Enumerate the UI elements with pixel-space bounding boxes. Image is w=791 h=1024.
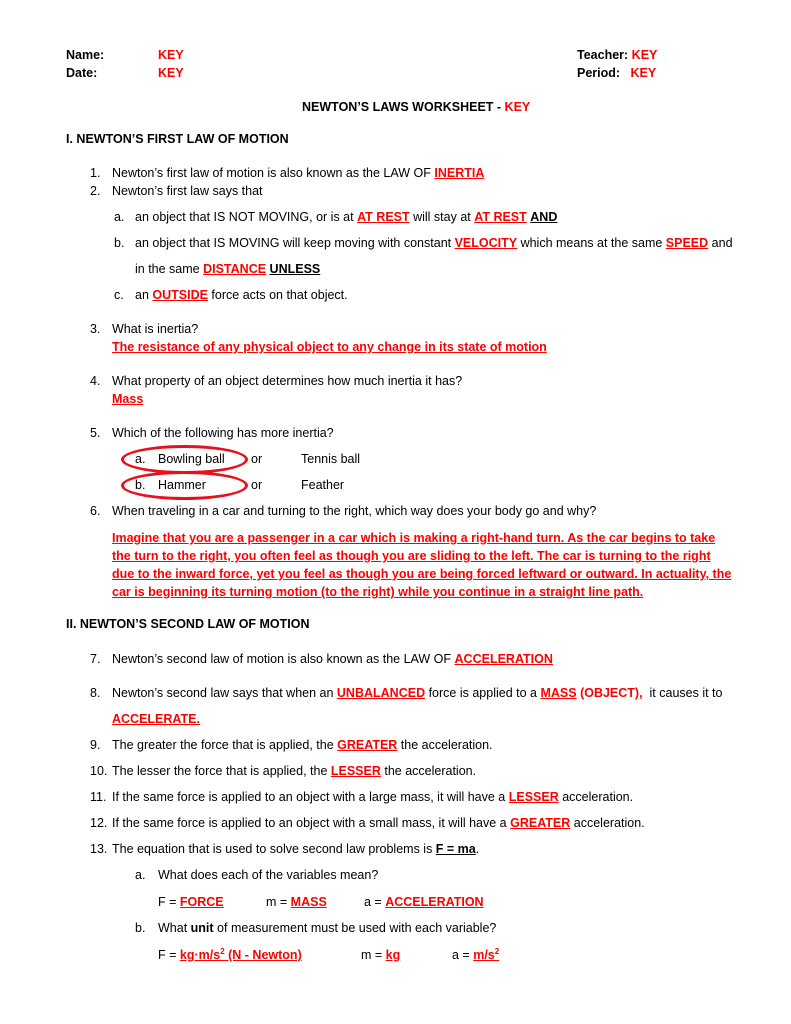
q3-text: What is inertia? — [112, 322, 199, 336]
q13b-accel — [452, 948, 499, 962]
q5b-alt: Feather — [301, 478, 345, 492]
q7-number: 7. — [90, 652, 101, 666]
q8-answer-3: ACCELERATE. — [112, 712, 200, 726]
q13b-text-2: of measurement must be used with each variable? — [213, 921, 497, 935]
q9-text-2: the acceleration. — [397, 738, 493, 752]
q10-text: The lesser the force that is applied, the — [112, 764, 331, 778]
q2c-text-2: force acts on that object. — [207, 288, 348, 302]
q2a-text: an object that IS NOT MOVING, or is at — [135, 210, 358, 224]
q7 — [112, 652, 553, 666]
q9-number: 9. — [90, 738, 101, 752]
q13a-force — [158, 895, 224, 909]
q6-text: When traveling in a car and turning to the right, which way does your body go and why? — [112, 504, 597, 518]
q8-text-2: force is applied to a — [425, 686, 541, 700]
q11-number: 11. — [90, 790, 107, 804]
teacher-field — [577, 48, 657, 62]
name-label: Name: — [66, 48, 105, 62]
q12-text-2: acceleration. — [570, 816, 645, 830]
q8-number: 8. — [90, 686, 101, 700]
q2b-line2 — [135, 262, 320, 276]
q6-number: 6. — [90, 504, 101, 518]
q3-number: 3. — [90, 322, 101, 336]
q2c-letter: c. — [114, 288, 124, 302]
q5a-alt: Tennis ball — [301, 452, 361, 466]
q13a-accel — [364, 895, 484, 909]
q2b-text-2: which means at the same — [517, 236, 666, 250]
q8-text: Newton’s second law says that when an — [112, 686, 337, 700]
q2b-text: an object that IS MOVING will keep moving with constant — [135, 236, 455, 250]
date-value: KEY — [158, 66, 184, 80]
q2b-answer-3: DISTANCE — [203, 262, 267, 276]
q8-answer-2b: (OBJECT), — [576, 686, 643, 700]
q8-answer-1: UNBALANCED — [336, 686, 426, 700]
teacher-value: KEY — [631, 48, 658, 62]
q13b-mass — [361, 948, 400, 962]
accel-unit-answer — [473, 948, 499, 962]
q2b-unless: UNLESS — [269, 262, 321, 276]
mass-unit-label: m = — [361, 948, 386, 962]
q9-answer: GREATER — [337, 738, 398, 752]
q2a-text-2: will stay at — [409, 210, 475, 224]
accel-answer: ACCELERATION — [385, 895, 484, 909]
section1-heading: I. NEWTON’S FIRST LAW OF MOTION — [66, 132, 289, 146]
period-label: Period: — [577, 66, 621, 80]
q2b-line1 — [135, 236, 733, 250]
date-label: Date: — [66, 66, 98, 80]
q4-answer: Mass — [112, 392, 144, 406]
q2b-letter: b. — [114, 236, 125, 250]
q13a-mass — [266, 895, 327, 909]
q12-text: If the same force is applied to an object with a small mass, it will have a — [112, 816, 511, 830]
q2b-text-4: in the same — [135, 262, 204, 276]
q13b-letter: b. — [135, 921, 146, 935]
q13b-text — [158, 921, 496, 935]
q10 — [112, 764, 476, 778]
section2-heading: II. NEWTON’S SECOND LAW OF MOTION — [66, 617, 310, 631]
q13-answer: F = ma — [435, 842, 476, 856]
q5b-letter: b. — [135, 478, 146, 492]
force-answer: FORCE — [179, 895, 224, 909]
name-value: KEY — [158, 48, 184, 62]
q12-number: 12. — [90, 816, 108, 830]
q2-number: 2. — [90, 184, 101, 198]
title-text: NEWTON’S LAWS WORKSHEET - — [302, 100, 505, 114]
q4-text: What property of an object determines how much inertia it has? — [112, 374, 463, 388]
force-unit-answer — [180, 948, 302, 962]
accel-unit-label: a = — [452, 948, 474, 962]
q8-line1 — [112, 686, 722, 700]
force-unit-exponent: 2 — [220, 947, 225, 956]
force-label: F = — [158, 895, 180, 909]
mass-label: m = — [266, 895, 291, 909]
mass-answer: MASS — [290, 895, 327, 909]
q2c — [135, 288, 348, 302]
q11-answer: LESSER — [508, 790, 559, 804]
q2-text: Newton’s first law says that — [112, 184, 263, 198]
q7-answer: ACCELERATION — [454, 652, 553, 666]
q11-text-2: acceleration. — [558, 790, 634, 804]
q2b-answer-2: SPEED — [665, 236, 709, 250]
page-title — [302, 100, 530, 114]
q13b-text-1: What — [158, 921, 191, 935]
q2a-answer-2: AT REST — [474, 210, 527, 224]
q2a-and: AND — [530, 210, 558, 224]
q9-text: The greater the force that is applied, the — [112, 738, 338, 752]
q12-answer: GREATER — [510, 816, 571, 830]
force-unit-kg: kg — [179, 948, 195, 962]
force-unit-label: F = — [158, 948, 180, 962]
q5a-or: or — [251, 452, 263, 466]
q5a-letter: a. — [135, 452, 146, 466]
q13a-letter: a. — [135, 868, 146, 882]
q11-text: If the same force is applied to an object with a large mass, it will have a — [112, 790, 509, 804]
q5b-option: Hammer — [158, 478, 206, 492]
q5b-or: or — [251, 478, 263, 492]
q4-number: 4. — [90, 374, 101, 388]
period-value: KEY — [630, 66, 657, 80]
title-key: KEY — [504, 100, 531, 114]
q2c-text: an — [135, 288, 153, 302]
force-unit-newton: (N - Newton) — [224, 948, 302, 962]
force-unit-dot: · — [194, 948, 199, 962]
q12 — [112, 816, 645, 830]
q10-number: 10. — [90, 764, 108, 778]
q10-answer: LESSER — [330, 764, 381, 778]
force-unit-ms: m/s — [198, 948, 221, 962]
q13b-force — [158, 948, 302, 962]
q13 — [112, 842, 479, 856]
q5-number: 5. — [90, 426, 101, 440]
accel-label: a = — [364, 895, 386, 909]
q7-text: Newton’s second law of motion is also known as the LAW OF — [112, 652, 455, 666]
q13-period: . — [475, 842, 480, 856]
q2a-letter: a. — [114, 210, 125, 224]
q2b-text-3: and — [708, 236, 733, 250]
accel-unit-exponent: 2 — [494, 947, 500, 956]
q3-answer: The resistance of any physical object to any change in its state of motion — [112, 340, 547, 354]
q5a-option: Bowling ball — [158, 452, 225, 466]
accel-unit-ms: m/s — [473, 948, 495, 962]
q13-text: The equation that is used to solve second law problems is — [112, 842, 436, 856]
period-field — [577, 66, 656, 80]
mass-unit-answer: kg — [385, 948, 401, 962]
q8-answer-2: MASS — [540, 686, 577, 700]
q11 — [112, 790, 633, 804]
q1-text: Newton’s first law of motion is also known as the LAW OF — [112, 166, 435, 180]
q2c-answer: OUTSIDE — [152, 288, 208, 302]
teacher-label: Teacher: — [577, 48, 629, 62]
q2a-answer-1: AT REST — [357, 210, 410, 224]
q2b-answer-1: VELOCITY — [454, 236, 518, 250]
q1-answer: INERTIA — [434, 166, 485, 180]
q13a-text: What does each of the variables mean? — [158, 868, 379, 882]
q1-number: 1. — [90, 166, 101, 180]
q10-text-2: the acceleration. — [380, 764, 477, 778]
q5-text: Which of the following has more inertia? — [112, 426, 334, 440]
q8-text-3: it causes it to — [642, 686, 723, 700]
q1 — [112, 166, 484, 180]
q13b-unit: unit — [190, 921, 214, 935]
q6-answer: Imagine that you are a passenger in a car which is making a right-hand turn. As the car begins to take the turn to the right, you often feel as though you are sliding to the left. The car is turning to the right due to the inward force, yet you feel as though you are being forced leftward or outward. In actuality, the car is beginning its turning motion (to the right) while you continue in a straight line path. — [112, 531, 732, 599]
q13-number: 13. — [90, 842, 108, 856]
q9 — [112, 738, 493, 752]
q2a — [135, 210, 557, 224]
